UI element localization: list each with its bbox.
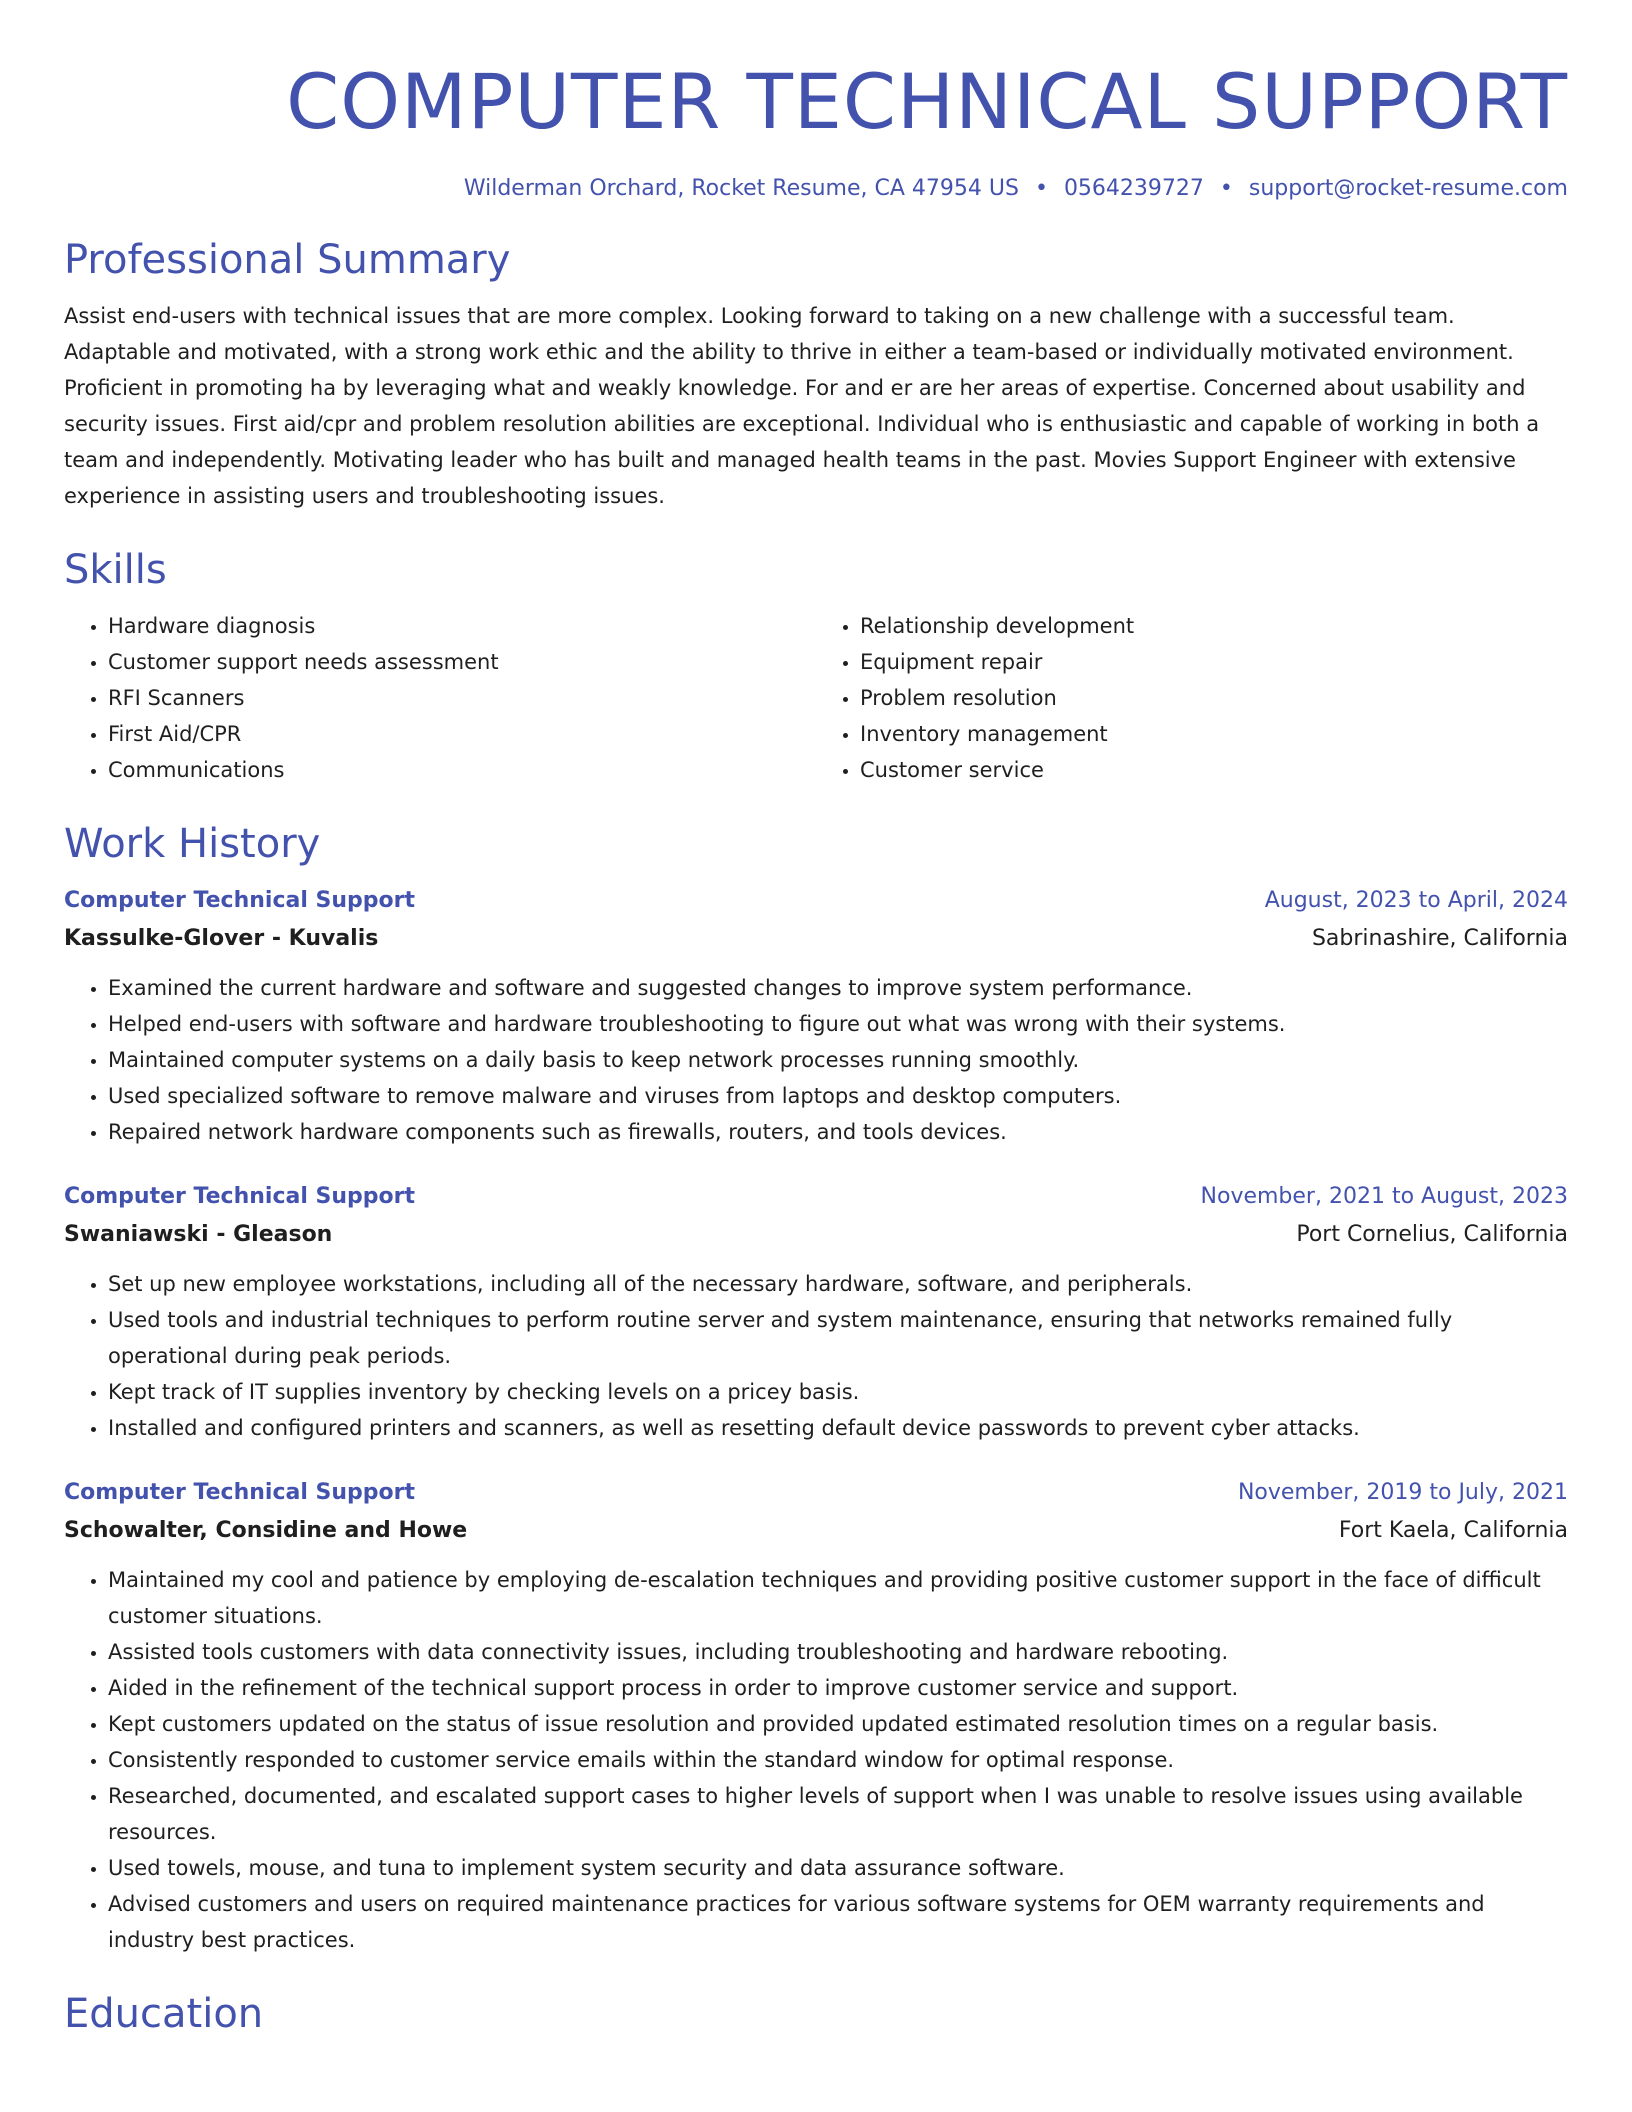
job-dates: November, 2021 to August, 2023	[1200, 1184, 1568, 1209]
skill-item: • Relationship development	[860, 608, 1568, 644]
job-bullet: • Aided in the refinement of the technical support process in order to improve customer service and support.	[108, 1670, 1568, 1706]
job-company-row	[64, 1216, 1568, 1254]
job-company: Schowalter, Considine and Howe	[64, 1518, 468, 1543]
resume-name-title: COMPUTER TECHNICAL SUPPORT	[286, 57, 1568, 146]
job-entry	[64, 1474, 1568, 1958]
work-history-section	[64, 818, 1568, 1958]
job-location: Port Cornelius, California	[1296, 1222, 1568, 1247]
skill-item: • Customer support needs assessment	[108, 644, 816, 680]
job-bullets	[64, 1266, 1568, 1446]
job-location: Fort Kaela, California	[1338, 1518, 1568, 1543]
job-bullet: • Examined the current hardware and software and suggested changes to improve system performance.	[108, 970, 1568, 1006]
job-bullet: • Used tools and industrial techniques to perform routine server and system maintenance, ensuring that networks remained fully operational during peak periods.	[108, 1302, 1568, 1374]
contact-address: Wilderman Orchard, Rocket Resume, CA 47954 US	[463, 176, 1019, 201]
skill-item: • Inventory management	[860, 716, 1568, 752]
job-bullets	[64, 1562, 1568, 1958]
job-bullet: • Kept customers updated on the status of issue resolution and provided updated estimated resolution times on a regular basis.	[108, 1706, 1568, 1742]
skill-item: • RFI Scanners	[108, 680, 816, 716]
job-dates: November, 2019 to July, 2021	[1237, 1480, 1568, 1505]
job-bullet: • Helped end-users with software and hardware troubleshooting to figure out what was wrong with their systems.	[108, 1006, 1568, 1042]
section-title-skills: Skills	[64, 547, 167, 593]
job-title: Computer Technical Support	[64, 1480, 416, 1505]
contact-separator: •	[1034, 176, 1048, 201]
professional-summary-section	[64, 234, 1568, 514]
skill-item: • Problem resolution	[860, 680, 1568, 716]
skill-item: • First Aid/CPR	[108, 716, 816, 752]
job-bullet: • Set up new employee workstations, including all of the necessary hardware, software, and peripherals.	[108, 1266, 1568, 1302]
section-title-work-history: Work History	[64, 821, 321, 867]
skill-item: • Communications	[108, 752, 816, 788]
job-bullet: • Researched, documented, and escalated support cases to higher levels of support when I was unable to resolve issues using available resources.	[108, 1778, 1568, 1850]
job-location: Sabrinashire, California	[1311, 926, 1568, 951]
job-company: Kassulke-Glover - Kuvalis	[64, 926, 379, 951]
job-bullet: • Assisted tools customers with data connectivity issues, including troubleshooting and hardware rebooting.	[108, 1634, 1568, 1670]
job-header-row	[64, 1474, 1568, 1512]
job-company: Swaniawski - Gleason	[64, 1222, 333, 1247]
job-header-row	[64, 882, 1568, 920]
job-entry	[64, 1178, 1568, 1446]
job-bullet: • Advised customers and users on required maintenance practices for various software systems for OEM warranty requirements and industry best practices.	[108, 1886, 1568, 1958]
job-bullet: • Used towels, mouse, and tuna to implement system security and data assurance software.	[108, 1850, 1568, 1886]
job-bullet: • Installed and configured printers and scanners, as well as resetting default device passwords to prevent cyber attacks.	[108, 1410, 1568, 1446]
section-title-education: Education	[64, 1991, 264, 2037]
skill-item: • Equipment repair	[860, 644, 1568, 680]
job-bullet: • Maintained my cool and patience by employing de-escalation techniques and providing positive customer support in the face of difficult customer situations.	[108, 1562, 1568, 1634]
skills-list-right	[816, 608, 1568, 788]
job-bullet: • Repaired network hardware components such as firewalls, routers, and tools devices.	[108, 1114, 1568, 1150]
education-section	[64, 1988, 1568, 2040]
job-bullets	[64, 970, 1568, 1150]
job-entry	[64, 882, 1568, 1150]
skills-section	[64, 544, 1568, 788]
job-bullet: • Used specialized software to remove malware and viruses from laptops and desktop computers.	[108, 1078, 1568, 1114]
contact-email[interactable]: support@rocket-resume.com	[1248, 176, 1568, 201]
job-title: Computer Technical Support	[64, 1184, 416, 1209]
job-title: Computer Technical Support	[64, 888, 416, 913]
contact-separator: •	[1219, 176, 1233, 201]
job-dates: August, 2023 to April, 2024	[1264, 888, 1568, 913]
job-bullet: • Consistently responded to customer service emails within the standard window for optimal response.	[108, 1742, 1568, 1778]
job-bullet: • Kept track of IT supplies inventory by checking levels on a pricey basis.	[108, 1374, 1568, 1410]
contact-phone: 0564239727	[1063, 176, 1204, 201]
section-title-summary: Professional Summary	[64, 237, 511, 283]
contact-line	[64, 174, 1568, 204]
summary-text: Assist end-users with technical issues that are more complex. Looking forward to taking on a new challenge with a successful team. Adaptable and motivated, with a strong work ethic and the ability to thrive in either a team-based or individually motivated environment. Proficient in promoting ha by leveraging what and weakly knowledge. For and er are her areas of expertise. Concerned about usability and security issues. First aid/cpr and problem resolution abilities are exceptional. Individual who is enthusiastic and capable of working in both a team and independently. Motivating leader who has built and managed health teams in the past. Movies Support Engineer with extensive experience in assisting users and troubleshooting issues.	[64, 304, 1540, 508]
skills-list-left	[64, 608, 816, 788]
job-company-row	[64, 920, 1568, 958]
job-header-row	[64, 1178, 1568, 1216]
skill-item: • Hardware diagnosis	[108, 608, 816, 644]
skill-item: • Customer service	[860, 752, 1568, 788]
job-company-row	[64, 1512, 1568, 1550]
skills-grid	[64, 608, 1568, 788]
job-bullet: • Maintained computer systems on a daily basis to keep network processes running smoothly.	[108, 1042, 1568, 1078]
